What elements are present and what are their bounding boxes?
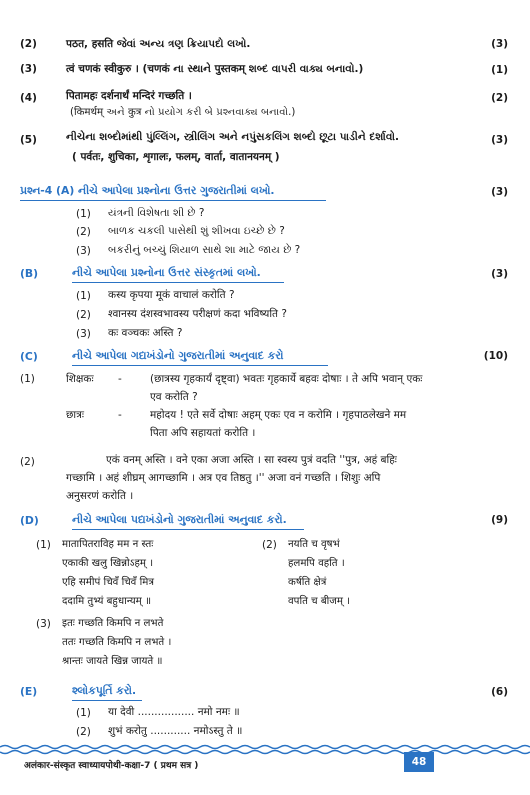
q3-number: (3): [20, 63, 37, 75]
section-4a-marks: (3): [491, 186, 508, 198]
verse-2-line: नयति च वृषभं: [288, 539, 340, 550]
section-e-item-number: (1): [76, 707, 91, 719]
q4-number: (4): [20, 92, 37, 104]
section-b-underline: [72, 282, 284, 283]
verse-1-line: एकाकी खलु खिन्नोऽहम् ।: [62, 558, 154, 569]
q4-marks: (2): [491, 92, 508, 104]
section-e-item-text: या देवी ................. नमो नमः ॥: [108, 706, 240, 718]
section-4a-item-number: (1): [76, 208, 91, 220]
section-4a-item-text: બકરીનું બચ્ચું શિયાળ સાથે શા માટે જાય છે ?: [108, 244, 301, 256]
q2-marks: (3): [491, 38, 508, 50]
verse-1-line: मातापितराविह मम न स्तः: [62, 539, 154, 550]
verse-2-line: हलमपि वहति ।: [288, 558, 345, 569]
section-e-marks: (6): [491, 686, 508, 698]
verse-3-line: ततः गच्छति किमपि न लभते ।: [62, 637, 172, 648]
q5-number: (5): [20, 134, 37, 146]
section-4a-underline: [20, 200, 326, 201]
section-4a-item-number: (3): [76, 245, 91, 257]
verse-1-line: ददामि तुभ्यं बहुधान्यम् ॥: [62, 596, 152, 607]
q5-marks: (3): [491, 134, 508, 146]
prose-2-line: अनुसरणं करोति ।: [66, 490, 134, 502]
section-4a-item-text: બાળક ચકલી પાસેથી શું શીખવા ઇચ્છે છે ?: [108, 225, 285, 237]
prose-1-dash: -: [118, 409, 122, 421]
verse-3-line: श्रान्तः जायते खिन्न जायते ॥: [62, 656, 163, 667]
page-number: 48: [404, 752, 434, 772]
section-c-heading: નીચે આપેલા ગદ્યખંડોનો ગુજરાતીમાં અનુવાદ કરો: [72, 349, 284, 362]
prose-1-line: महोदय ! एते सर्वे दोषाः अहम् एकः एव न करोमि । गृहपाठलेखने मम: [150, 409, 407, 421]
prose-2-line: गच्छामि । अहं शीघ्रम् आगच्छामि । अत्र एव तिष्ठतु ।'' अजा वनं गच्छति । शिशुः अपि: [66, 472, 381, 484]
q4-subtext: (किमर्थम् અને कुत्र નો પ્રયોગ કરી બે પ્રશ્નવાક્ય બનાવો.): [70, 107, 296, 118]
section-c-marks: (10): [483, 350, 508, 362]
section-4a-item-text: યંત્રની વિશેષતા શી છે ?: [108, 207, 205, 219]
footer-book-title: अलंकार-संस्कृत स्वाध्यायपोथी-कक्षा-7 ( प्रथम सत्र ): [24, 761, 199, 771]
section-d-marks: (9): [491, 514, 508, 526]
section-b-item-text: श्वानस्य दंशस्वभावस्य परीक्षणं कदा भविष्यति ?: [108, 308, 287, 320]
section-b-item-text: कस्य कृपया मूकं वाचालं करोति ?: [108, 289, 235, 301]
q3-text: त्वं चणकं स्वीकुरु । (चणकं ના સ્થાને पुस्तकम् શબ્દ વાપરી વાક્ય બનાવો.): [66, 63, 364, 75]
prose-1-line: (छात्रस्य गृहकार्यं दृष्ट्वा) भवतः गृहकार्ये बहवः दोषाः । ते अपि भवान् एकः: [150, 373, 423, 385]
section-e-heading: શ્લોકપૂર્તિ કરો.: [72, 684, 137, 697]
verse-2-number: (2): [262, 539, 277, 551]
section-e-item-text: शुभं करोतु ............ नमोऽस्तु ते ॥: [108, 725, 243, 737]
section-b-item-number: (3): [76, 328, 91, 340]
section-b-label: (B): [20, 267, 39, 280]
q4-text: पितामहः दर्शनार्थं मन्दिरं गच्छति ।: [66, 90, 192, 102]
q5-word-list: ( पर्वतः, शुचिका, शृगालः, फलम्, वार्ता, वातानयनम् ): [72, 151, 280, 163]
section-d-heading: નીચે આપેલા પદ્યખંડોનો ગુજરાતીમાં અનુવાદ કરો.: [72, 513, 287, 526]
verse-1-line: एहि समीपं चिवँ चिवँ मित्र: [62, 577, 154, 588]
footer-wave-bottom: [0, 749, 530, 755]
verse-1-number: (1): [36, 539, 51, 551]
prose-2-number: (2): [20, 456, 35, 468]
q2-number: (2): [20, 38, 37, 50]
prose-1-number: (1): [20, 373, 35, 385]
section-e-item-number: (2): [76, 726, 91, 738]
q5-text: નીચેના શબ્દોમાંથી પુંલ્લિંગ, સ્ત્રીલિંગ અને નપુંસકલિંગ શબ્દો છૂટા પાડીને દર્શાવો.: [66, 131, 400, 143]
verse-3-number: (3): [36, 618, 51, 630]
section-b-item-text: कः वञ्चकः अस्ति ?: [108, 327, 183, 339]
verse-3-line: इतः गच्छति किमपि न लभते: [62, 618, 164, 629]
q2-text: पठत, हसति જેવાં અન્ય ત્રણ ક્રિયાપદો લખો.: [66, 38, 251, 50]
prose-1-speaker-teacher: शिक्षकः: [66, 373, 94, 385]
prose-1-line: पिता अपि सहायतां करोति ।: [150, 427, 256, 439]
section-e-underline: [72, 700, 142, 701]
prose-1-speaker-student: छात्रः: [66, 409, 84, 421]
section-4a-item-number: (2): [76, 226, 91, 238]
section-b-item-number: (2): [76, 309, 91, 321]
verse-2-line: कर्षति क्षेत्रं: [288, 577, 327, 588]
section-c-underline: [72, 365, 328, 366]
q3-marks: (1): [491, 64, 508, 76]
section-e-label: (E): [20, 685, 38, 698]
verse-2-line: वपति च बीजम् ।: [288, 596, 351, 607]
section-d-underline: [72, 529, 304, 530]
section-b-item-number: (1): [76, 290, 91, 302]
section-c-label: (C): [20, 350, 38, 363]
section-b-marks: (3): [491, 268, 508, 280]
section-d-label: (D): [20, 514, 39, 527]
prose-1-line: एव करोति ?: [150, 391, 198, 403]
section-b-heading: નીચે આપેલા પ્રશ્નોના ઉત્તર સંસ્કૃતમાં લખો.: [72, 266, 261, 279]
prose-1-dash: -: [118, 373, 122, 385]
prose-2-line: एकं वनम् अस्ति । वने एका अजा अस्ति । सा स्वस्य पुत्रं वदति ''पुत्र, अहं बहिः: [106, 454, 397, 466]
section-4a-heading: પ્રશ્ન-4 (A) નીચે આપેલા પ્રશ્નોના ઉત્તર ગુજરાતીમાં લખો.: [20, 184, 275, 197]
